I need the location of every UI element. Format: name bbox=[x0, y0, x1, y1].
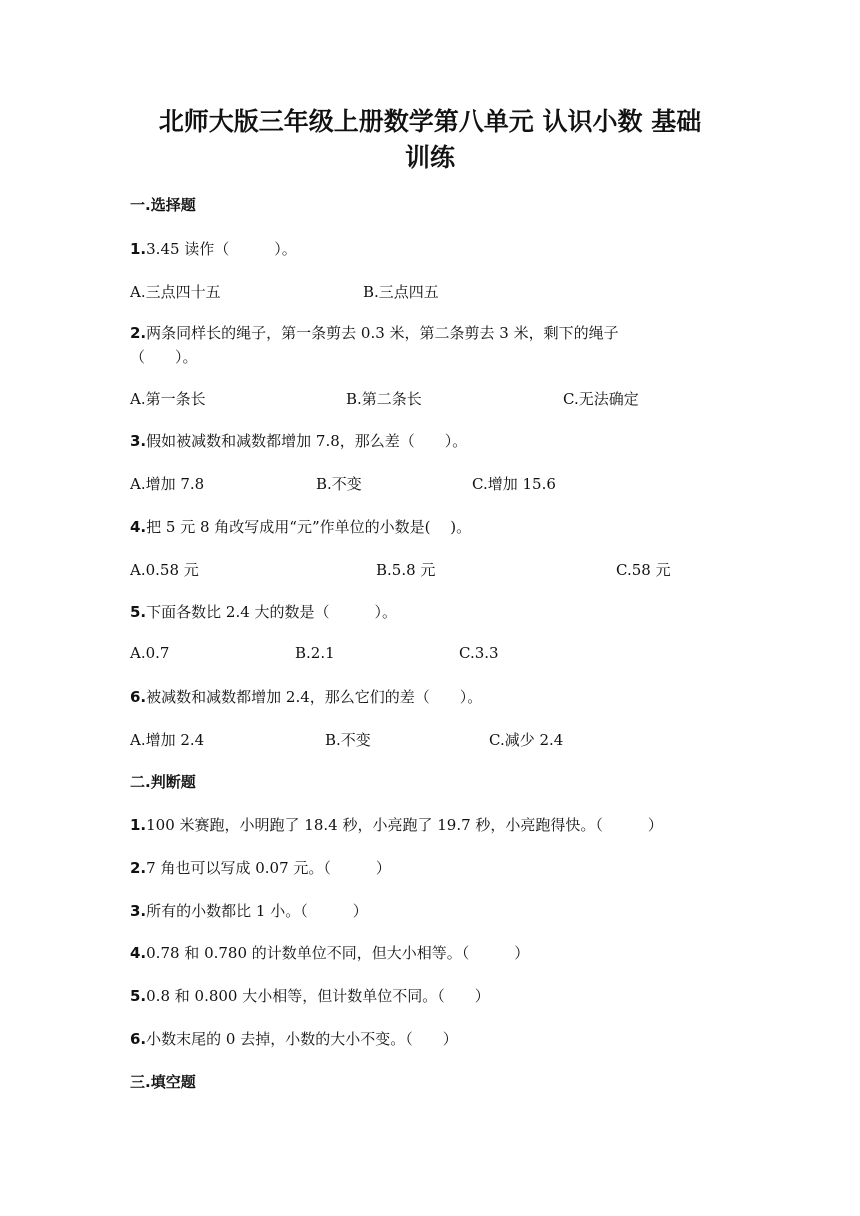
question-number: 4. bbox=[130, 944, 147, 962]
choice-question-6 bbox=[130, 686, 482, 707]
question-number: 1. bbox=[130, 240, 147, 258]
question-text: 两条同样长的绳子，第一条剪去 0.3 米，第二条剪去 3 米，剩下的绳子 bbox=[146, 324, 619, 342]
choice-option: A.0.58 元 bbox=[130, 561, 199, 579]
choice-option: A.第一条长 bbox=[130, 390, 206, 408]
question-text: 下面各数比 2.4 大的数是（ ）。 bbox=[146, 603, 398, 621]
question-text: 7 角也可以写成 0.07 元。（ ） bbox=[146, 859, 391, 877]
choice-option: B.第二条长 bbox=[346, 390, 422, 408]
choice-question-5 bbox=[130, 601, 397, 622]
choice-option: B.三点四五 bbox=[363, 283, 439, 301]
section-heading-fill: 三.填空题 bbox=[130, 1073, 196, 1091]
question-text: 所有的小数都比 1 小。（ ） bbox=[146, 902, 368, 920]
question-number: 1. bbox=[130, 816, 147, 834]
choice-option: B.2.1 bbox=[295, 644, 335, 662]
choice-option: B.不变 bbox=[325, 731, 371, 749]
choice-option: A.增加 2.4 bbox=[130, 731, 205, 749]
choice-question-2-continued: （ ）。 bbox=[130, 348, 198, 366]
question-text: 被减数和减数都增加 2.4，那么它们的差（ ）。 bbox=[146, 688, 483, 706]
judge-question-5 bbox=[130, 985, 490, 1006]
question-text: 把 5 元 8 角改写成用“元”作单位的小数是( )。 bbox=[146, 518, 472, 536]
judge-question-2 bbox=[130, 857, 391, 878]
choice-option: B.5.8 元 bbox=[376, 561, 436, 579]
choice-question-4 bbox=[130, 516, 471, 537]
question-number: 4. bbox=[130, 518, 147, 536]
choice-option: C.3.3 bbox=[459, 644, 499, 662]
judge-question-3 bbox=[130, 900, 368, 921]
choice-option: A.增加 7.8 bbox=[130, 475, 205, 493]
choice-option: A.0.7 bbox=[130, 644, 170, 662]
question-number: 2. bbox=[130, 324, 147, 342]
question-text: 0.8 和 0.800 大小相等，但计数单位不同。（ ） bbox=[146, 987, 490, 1005]
choice-option: C.无法确定 bbox=[563, 390, 639, 408]
question-text: 假如被减数和减数都增加 7.8，那么差（ ）。 bbox=[146, 432, 468, 450]
question-number: 6. bbox=[130, 688, 147, 706]
question-number: 3. bbox=[130, 902, 147, 920]
page-title: 北师大版三年级上册数学第八单元 认识小数 基础 bbox=[158, 107, 702, 136]
section-heading-choice: 一.选择题 bbox=[130, 196, 196, 214]
choice-option: C.减少 2.4 bbox=[489, 731, 564, 749]
page-title-continued: 训练 bbox=[404, 143, 455, 172]
judge-question-4 bbox=[130, 942, 529, 963]
question-number: 3. bbox=[130, 432, 147, 450]
choice-question-3 bbox=[130, 430, 467, 451]
section-heading-judge: 二.判断题 bbox=[130, 773, 196, 791]
choice-option: C.58 元 bbox=[616, 561, 671, 579]
judge-question-6 bbox=[130, 1028, 458, 1049]
question-text: 小数末尾的 0 去掉，小数的大小不变。（ ） bbox=[146, 1030, 458, 1048]
question-text: 3.45 读作（ ）。 bbox=[146, 240, 297, 258]
choice-option: B.不变 bbox=[316, 475, 362, 493]
choice-question-2 bbox=[130, 322, 619, 343]
choice-option: C.增加 15.6 bbox=[472, 475, 556, 493]
question-number: 6. bbox=[130, 1030, 147, 1048]
choice-option: A.三点四十五 bbox=[130, 283, 221, 301]
question-text: 0.78 和 0.780 的计数单位不同，但大小相等。（ ） bbox=[146, 944, 530, 962]
question-number: 2. bbox=[130, 859, 147, 877]
question-text: 100 米赛跑，小明跑了 18.4 秒，小亮跑了 19.7 秒，小亮跑得快。（ ） bbox=[146, 816, 663, 834]
choice-question-1 bbox=[130, 238, 297, 259]
question-number: 5. bbox=[130, 603, 147, 621]
question-number: 5. bbox=[130, 987, 147, 1005]
judge-question-1 bbox=[130, 814, 663, 835]
